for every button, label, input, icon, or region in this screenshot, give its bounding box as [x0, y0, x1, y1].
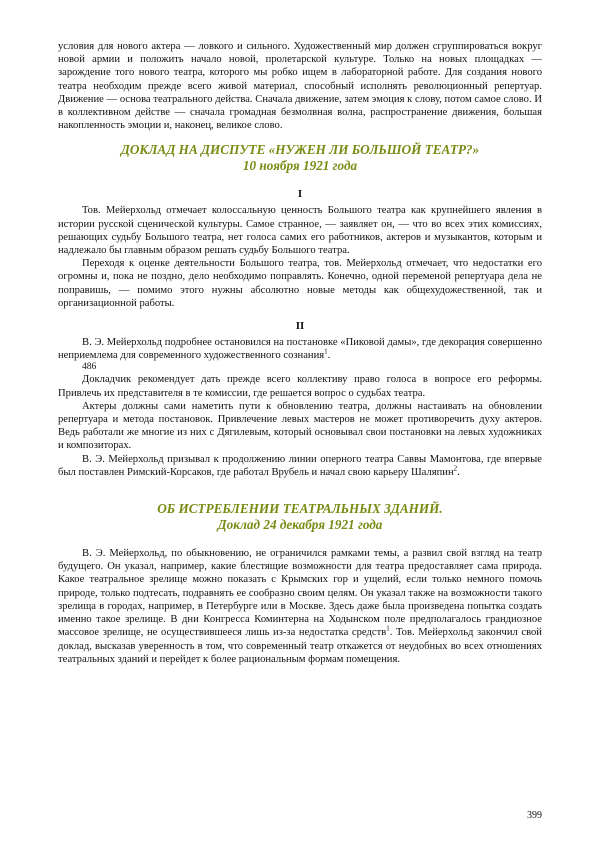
- part-i-marker: I: [297, 188, 303, 201]
- p6-text: В. Э. Мейерхольд призывал к продолжению линии оперного театра Саввы Мамонтова, где впервые был поставлен Римский-Корсаков, где работал Врубель и начал свою карьеру Шаляпин: [58, 453, 542, 478]
- part-ii-marker: II: [295, 320, 305, 333]
- page-body: [58, 40, 542, 666]
- p6-end: .: [457, 466, 460, 478]
- p3-text: В. Э. Мейерхольд подробнее остановился на постановке «Пиковой дамы», где декорация совершенно неприемлема для современного художественного сознания: [58, 337, 542, 362]
- s2p1-end: . Тов. Мейерхольд закончил свой доклад, высказав уверенность в том, что современный театр откажется от неудобных во всех отношениях театральных зданий и перейдет к более рациональным формам помещения.: [58, 627, 542, 665]
- section1-paragraph-4: Докладчик рекомендует дать прежде всего коллективу право голоса в вопросе его реформы. Привлечь их представителя в те комиссии, где решается вопрос о судьбах театра.: [58, 374, 542, 399]
- section1-paragraph-1: Тов. Мейерхольд отмечает колоссальную ценность Большого театра как крупнейшего явления в истории русской сценической культуры. Самое странное, — заявляет он, — что во всех этих комиссиях, решающих судьбу Большого театра, нет голоса самих его работников, актеров и музыкантов, которым и надлежало бы главным образом решать судьбу Большого театра.: [58, 205, 542, 257]
- section2-subtitle: Доклад 24 декабря 1921 года: [217, 517, 383, 533]
- intro-paragraph: условия для нового актера — ловкого и сильного. Художественный мир должен сгруппироваться вокруг новой армии и положить начало новой, пролетарской культуре. Только на новых площадках — зарождение того нового театра, которого мы робко ищем в лабораторной работе. Для создания нового театра необходим прежде всего живой материал, способный исполнять революционный репертуар. Движение — основа театрального действа. Сначала движение, затем эмоция к слову, потом самое слово. И в коллективном действе — сначала громадная безмолвная волна, распространение движения, большая накопленность эмоции и, наконец, великое слово.: [58, 41, 542, 132]
- section1-paragraph-5: Актеры должны сами наметить пути к обновлению театра, должны настаивать на обновлении репертуара и метода постановок. Привлечение левых мастеров не может противоречить духу актеров. Ведь работали же многие из них с Дягилевым, который основывал свои постановки на левых художниках и композиторах.: [58, 400, 542, 452]
- footnote-ref: 1: [324, 347, 328, 356]
- section1-paragraph-3: [58, 336, 542, 362]
- page-number: 399: [527, 810, 542, 821]
- section1-title: ДОКЛАД НА ДИСПУТЕ «НУЖЕН ЛИ БОЛЬШОЙ ТЕАТР?»: [120, 142, 480, 158]
- section1-subtitle: 10 ноября 1921 года: [242, 158, 358, 174]
- section1-paragraph-6: [58, 453, 542, 479]
- footnote-ref: 2: [453, 464, 458, 473]
- s2p1-text: В. Э. Мейерхольд, по обыкновению, не ограничился рамками темы, а развил свой взгляд на театр будущего. Он указал, например, какие блестящие возможности для театра предоставляет сама природа. Какое театральное зрелище можно показать с Крымских гор и ущелий, если только немного помочь природе, только подтесать, подравнять ее сообразно своим целям. Он указал также на возможности такого зрелища в городах, например, в Петербурге или в Москве. Здесь даже была произведена попытка создать именно такое зрелище. В дни Конгресса Коминтерна на Ходынском поле предполагалось грандиозное массовое зрелище, не осуществившееся лишь из-за недостатка средств: [58, 548, 542, 639]
- p3-end: .: [327, 350, 331, 362]
- section2-title: ОБ ИСТРЕБЛЕНИИ ТЕАТРАЛЬНЫХ ЗДАНИЙ.: [157, 501, 443, 517]
- section2-heading: [58, 501, 542, 533]
- footnote-ref: 1: [386, 624, 390, 633]
- section2-paragraph-1: [58, 547, 542, 666]
- marginal-page-number: 486: [82, 362, 97, 373]
- section1-paragraph-2: Переходя к оценке деятельности Большого театра, тов. Мейерхольд отмечает, что недостатки его огромны и, пока не поздно, дело необходимо поправлять. Конечно, одной переменой репертуара дела не поправишь, — помимо этого нужны абсолютно новые методы как общехудожественной, так и организационной работы.: [58, 258, 542, 309]
- section1-heading: [58, 142, 542, 174]
